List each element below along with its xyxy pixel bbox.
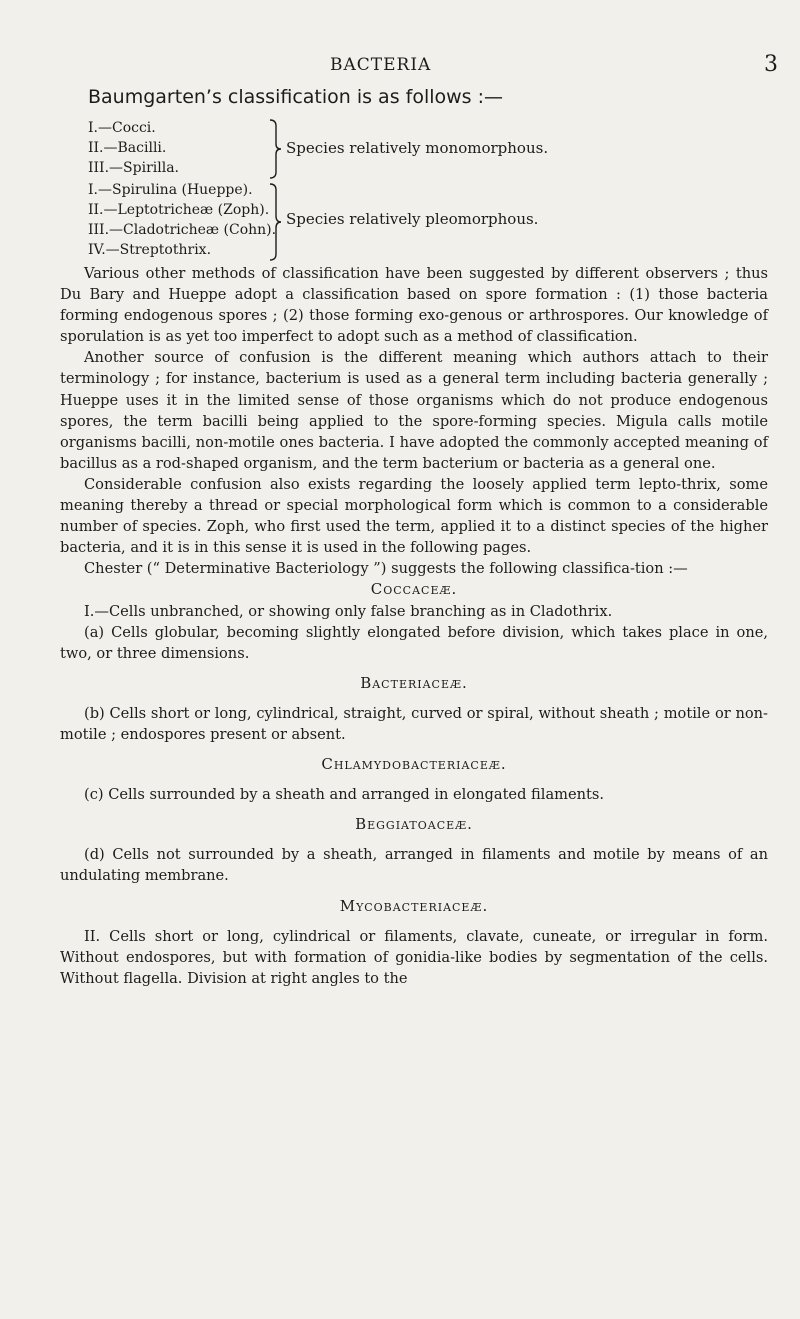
paragraph-chester: Chester (“ Determinative Bacteriology ”) suggests the following classifica-tion :— (84, 560, 688, 578)
heading-chlamydobacteriaceae: Chlamydobacteriaceæ. (321, 755, 507, 774)
section-text: (b) Cells short or long, cylindrical, straight, curved or spiral, without sheath ; motile or non-motile ; endospores present or absent. (60, 704, 768, 743)
group-item: I.—Cocci. (88, 120, 156, 136)
running-head: BACTERIA (330, 55, 432, 75)
classification-group-pleomorphous (88, 180, 276, 260)
page-number: 3 (764, 52, 778, 77)
heading-coccaceae: Coccaceæ. (370, 580, 458, 599)
heading-mycobacteriaceae: Mycobacteriaceæ. (339, 896, 489, 915)
brace-label-monomorphous: Species relatively monomorphous. (286, 139, 549, 157)
section-text: (a) Cells globular, becoming slightly elongated before division, which takes place in one, two, or three dimensions. (60, 623, 768, 662)
group-item: IV.—Streptothrix. (88, 242, 212, 258)
right-brace-icon (268, 182, 286, 262)
group-item: II.—Leptotricheæ (Zoph). (88, 202, 270, 218)
group-item: II.—Bacilli. (88, 140, 167, 156)
group-item: III.—Spirilla. (88, 160, 179, 176)
brace-label-pleomorphous: Species relatively pleomorphous. (286, 210, 539, 228)
paragraph-methods: Various other methods of classification have been suggested by different observers ; thus Du Bary and Hueppe adopt a classification based on spore formation : (1) those bacteria forming endogenous spores ; (2) those forming exo-genous or arthrospores. Our knowledge of sporulation is as yet too imperfect to adopt such as a method of classification. (60, 265, 768, 346)
section-text: (d) Cells not surrounded by a sheath, arranged in filaments and motile by means of an undulating membrane. (60, 846, 768, 885)
right-brace-icon (268, 118, 286, 180)
section-text: (c) Cells surrounded by a sheath and arranged in elongated filaments. (84, 786, 605, 804)
section-text: I.—Cells unbranched, or showing only false branching as in Cladothrix. (84, 602, 613, 620)
group-item: I.—Spirulina (Hueppe). (88, 182, 253, 198)
classification-group-monomorphous (88, 118, 179, 178)
group-item: III.—Cladotricheæ (Cohn). (88, 222, 277, 238)
heading-bacteriaceae: Bacteriaceæ. (360, 673, 468, 692)
body-text (60, 263, 768, 989)
intro-sentence: Baumgarten’s classification is as follows :— (88, 86, 504, 108)
paragraph-terminology: Another source of confusion is the different meaning which authors attach to their terminology ; for instance, bacterium is used as a general term including bacteria generally ; Hueppe uses it in the limited sense of those organisms which do not produce endogenous spores, the term bacilli being applied to the spore-forming species. Migula calls motile organisms bacilli, non-motile ones bacteria. I have adopted the commonly accepted meaning of bacillus as a rod-shaped organism, and the term bacterium or bacteria as a general one. (60, 349, 768, 472)
section-text: II. Cells short or long, cylindrical or filaments, clavate, cuneate, or irregular in form. Without endospores, but with formation of gonidia-like bodies by segmentation of the cells. Without flagella. Division at right angles to the (60, 927, 768, 987)
paragraph-leptothrix: Considerable confusion also exists regarding the loosely applied term lepto-thrix, some meaning thereby a thread or special morphological form which is common to a considerable number of species. Zoph, who first used the term, applied it to a distinct species of the higher bacteria, and it is in this sense it is used in the following pages. (60, 475, 768, 557)
heading-beggiatoaceae: Beggiatoaceæ. (355, 815, 473, 834)
